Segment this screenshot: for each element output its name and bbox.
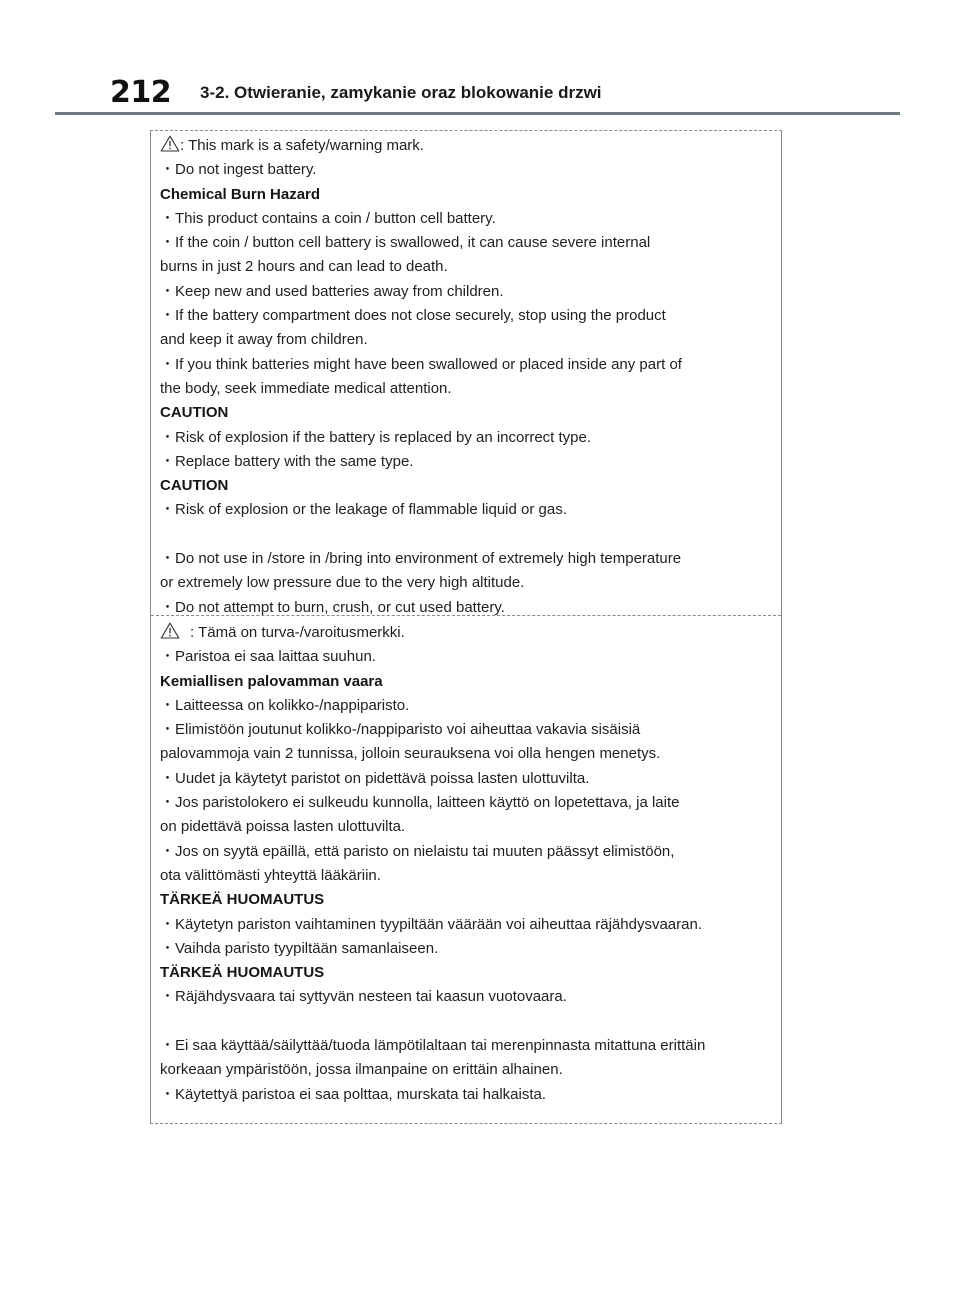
en-line-13 (160, 450, 775, 474)
en-text: ・Replace battery with the same type. (160, 452, 414, 470)
en-line-8 (160, 328, 775, 352)
fi-text: ・Jos on syytä epäillä, että paristo on nielaistu tai muuten päässyt elimistöön, (160, 842, 675, 860)
fi-line-11 (160, 888, 775, 912)
fi-text: ・Paristoa ei saa laittaa suuhun. (160, 648, 376, 666)
fi-line-7 (160, 791, 775, 815)
en-text: or extremely low pressure due to the very high altitude. (160, 574, 525, 592)
fi-line-0 (160, 621, 775, 645)
fi-text: palovammoja vain 2 tunnissa, jolloin seurauksena voi olla hengen menetys. (160, 745, 661, 763)
en-text: ・Do not attempt to burn, crush, or cut used battery. (160, 598, 505, 616)
en-text: the body, seek immediate medical attention. (160, 379, 452, 397)
fi-line-1 (160, 645, 775, 669)
fi-heading: TÄRKEÄ HUOMAUTUS (160, 964, 325, 982)
warning-triangle-icon (160, 622, 180, 639)
en-line-16 (160, 523, 775, 547)
fi-line-4 (160, 718, 775, 742)
en-text: burns in just 2 hours and can lead to death. (160, 258, 448, 276)
fi-line-10 (160, 864, 775, 888)
fi-line-15 (160, 985, 775, 1009)
fi-text: on pidettävä poissa lasten ulottuvilta. (160, 818, 406, 836)
en-line-2 (160, 183, 775, 207)
fi-line-6 (160, 767, 775, 791)
en-line-0 (160, 134, 775, 158)
en-heading: Chemical Burn Hazard (160, 185, 321, 203)
en-line-3 (160, 207, 775, 231)
fi-text: ・Uudet ja käytetyt paristot on pidettävä poissa lasten ulottuvilta. (160, 769, 590, 787)
en-text: ・Do not use in /store in /bring into environment of extremely high temperature (160, 550, 682, 568)
section-title: 3-2. Otwieranie, zamykanie oraz blokowanie drzwi (200, 83, 602, 102)
en-line-10 (160, 377, 775, 401)
fi-line-16 (160, 1010, 775, 1034)
en-text: ・Risk of explosion if the battery is replaced by an incorrect type. (160, 428, 592, 446)
fi-line-17 (160, 1034, 775, 1058)
fi-text: ・Jos paristolokero ei sulkeudu kunnolla, laitteen käyttö on lopetettava, ja laite (160, 794, 680, 812)
fi-line-14 (160, 961, 775, 985)
fi-text: korkeaan ympäristöön, jossa ilmanpaine on erittäin alhainen. (160, 1061, 563, 1079)
en-text: ・If the battery compartment does not close securely, stop using the product (160, 307, 666, 325)
en-line-7 (160, 304, 775, 328)
finnish-warning-section (160, 621, 775, 1107)
en-text: ・Keep new and used batteries away from children. (160, 282, 504, 300)
fi-text: ・Elimistöön joutunut kolikko-/nappiparisto voi aiheuttaa vakavia sisäisiä (160, 721, 641, 739)
en-line-19 (160, 596, 775, 620)
en-text: and keep it away from children. (160, 331, 368, 349)
en-line-4 (160, 231, 775, 255)
en-line-11 (160, 401, 775, 425)
page-number: 212 (110, 75, 172, 110)
battery-warning-box (150, 130, 782, 1124)
fi-line-9 (160, 840, 775, 864)
fi-line-8 (160, 815, 775, 839)
en-line-15 (160, 498, 775, 522)
en-line-14 (160, 474, 775, 498)
en-line-18 (160, 571, 775, 595)
en-line-6 (160, 280, 775, 304)
en-text: ・If you think batteries might have been swallowed or placed inside any part of (160, 355, 682, 373)
fi-text: ・Räjähdysvaara tai syttyvän nesteen tai kaasun vuotovaara. (160, 988, 567, 1006)
fi-text: : Tämä on turva-/varoitusmerkki. (190, 624, 405, 641)
fi-heading: Kemiallisen palovamman vaara (160, 672, 383, 690)
page-header (110, 76, 900, 110)
fi-text: ・Käytetyn pariston vaihtaminen tyypiltään väärään voi aiheuttaa räjähdysvaaran. (160, 915, 702, 933)
en-text: ・This product contains a coin / button cell battery. (160, 209, 496, 227)
en-text: ・Do not ingest battery. (160, 161, 317, 179)
fi-line-18 (160, 1058, 775, 1082)
fi-line-13 (160, 937, 775, 961)
section-divider (151, 615, 781, 616)
en-text: : This mark is a safety/warning mark. (180, 137, 424, 154)
fi-line-3 (160, 694, 775, 718)
fi-text: ・Vaihda paristo tyypiltään samanlaiseen. (160, 939, 439, 957)
en-line-12 (160, 426, 775, 450)
fi-text: ・Laitteessa on kolikko-/nappiparisto. (160, 696, 410, 714)
fi-line-19 (160, 1083, 775, 1107)
fi-line-2 (160, 670, 775, 694)
header-rule (55, 112, 900, 115)
en-line-1 (160, 158, 775, 182)
en-heading: CAUTION (160, 477, 229, 495)
en-text: ・Risk of explosion or the leakage of flammable liquid or gas. (160, 501, 567, 519)
fi-line-5 (160, 742, 775, 766)
fi-heading: TÄRKEÄ HUOMAUTUS (160, 891, 325, 909)
english-warning-section (160, 134, 775, 620)
en-heading: CAUTION (160, 404, 229, 422)
warning-triangle-icon (160, 135, 180, 152)
fi-text: ・Käytettyä paristoa ei saa polttaa, murskata tai halkaista. (160, 1085, 547, 1103)
en-line-5 (160, 255, 775, 279)
en-line-17 (160, 547, 775, 571)
fi-text: ・Ei saa käyttää/säilyttää/tuoda lämpötilaltaan tai merenpinnasta mitattuna erittäin (160, 1037, 706, 1055)
fi-line-12 (160, 913, 775, 937)
en-line-9 (160, 353, 775, 377)
fi-text: ota välittömästi yhteyttä lääkäriin. (160, 866, 381, 884)
en-text: ・If the coin / button cell battery is swallowed, it can cause severe internal (160, 234, 651, 252)
